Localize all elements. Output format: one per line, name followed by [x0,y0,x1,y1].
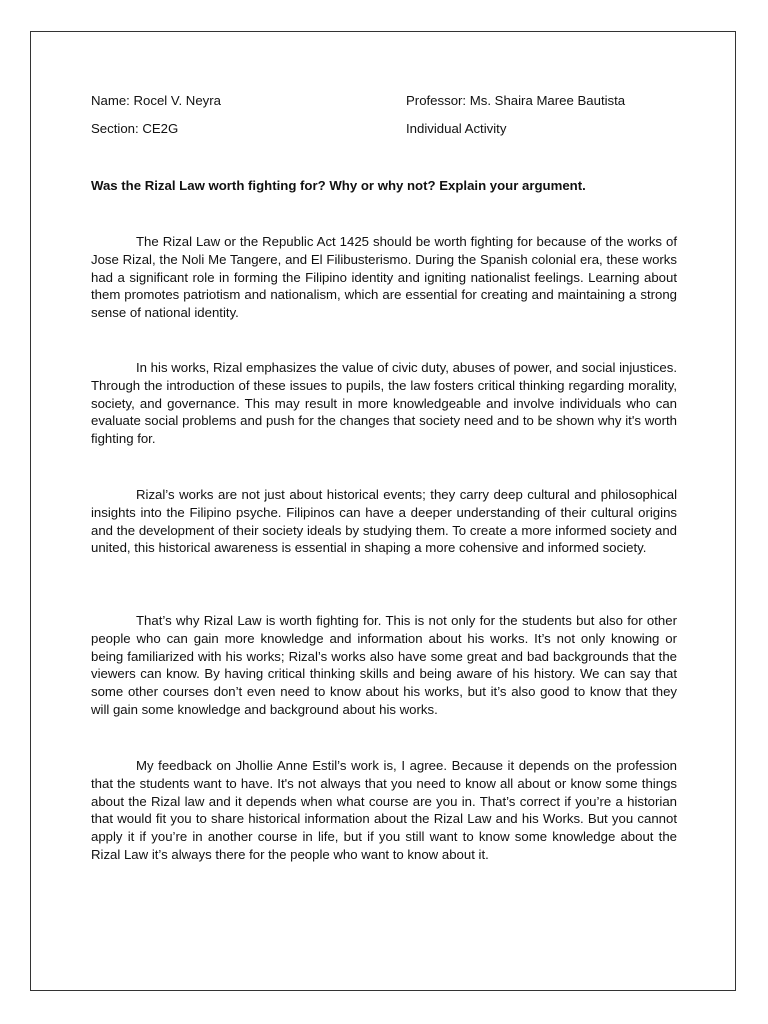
header-row-2 [91,120,691,138]
paragraph-5: My feedback on Jhollie Anne Estil’s work is, I agree. Because it depends on the profession that the students want to have. It's not always that you need to know all about or know some things about the Rizal law and it depends when what course are you in. That’s correct if you’re a historian that would fit you to share historical information about the Rizal Law and his Works. But you cannot apply it if you’re in another course in life, but if you still want to know some knowledge about the Rizal Law it’s always there for the people who want to know about it. [91,758,677,862]
essay-question: Was the Rizal Law worth fighting for? Why or why not? Explain your argument. [91,178,586,193]
paragraph-3: Rizal’s works are not just about historical events; they carry deep cultural and philosophical insights into the Filipino psyche. Filipinos can have a deeper understanding of their cultural origins and the development of their society ideals by studying them. To create a more informed society and united, this historical awareness is essential in shaping a more cohensive and informed society. [91,487,677,556]
professor-name: Professor: Ms. Shaira Maree Bautista [406,93,626,108]
paragraph-1: The Rizal Law or the Republic Act 1425 should be worth fighting for because of the works of Jose Rizal, the Noli Me Tangere, and El Filibusterismo. During the Spanish colonial era, these works had a significant role in forming the Filipino identity and igniting nationalist feelings. Learning about them promotes patriotism and nationalism, which are essential for creating and maintaining a strong sense of national identity. [91,234,677,321]
section-label: Section: CE2G [91,121,179,136]
student-name: Name: Rocel V. Neyra [91,93,221,108]
header-row-1 [91,92,691,110]
paragraph-4: That’s why Rizal Law is worth fighting for. This is not only for the students but also for other people who can gain more knowledge and information about his works. It’s not only knowing or being familiarized with his works; Rizal’s works also have some great and bad backgrounds that the viewers can know. By having critical thinking skills and being aware of his history. We can say that some other courses don’t even need to know about his works, but it’s also good to know that they will gain some knowledge and background about his works. [91,613,677,717]
paragraph-2: In his works, Rizal emphasizes the value of civic duty, abuses of power, and social injustices. Through the introduction of these issues to pupils, the law fosters critical thinking regarding morality, society, and governance. This may result in more knowledgeable and involve individuals who can evaluate social problems and push for the changes that society need and to be shown why it's worth fighting for. [91,360,677,447]
activity-label: Individual Activity [406,121,507,136]
